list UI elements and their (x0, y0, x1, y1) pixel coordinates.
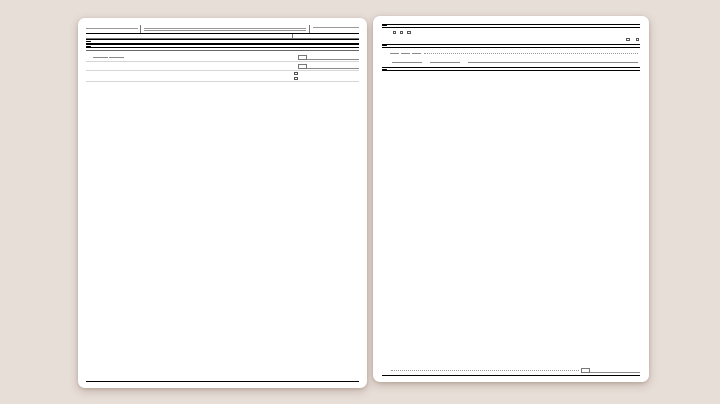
attachment-sequence (313, 27, 359, 31)
line-48 (382, 367, 640, 373)
goto-instruction (144, 31, 306, 32)
amount-field (307, 64, 359, 69)
part-1-badge (86, 41, 91, 42)
line-number (86, 52, 93, 59)
expense-column-left (86, 48, 221, 49)
form-header (86, 25, 359, 34)
line-31-amount (297, 62, 359, 68)
amount-field (590, 367, 640, 372)
checkbox-32a-row (293, 72, 299, 75)
date-year-field (412, 51, 421, 54)
dot-leader (391, 370, 579, 372)
checkbox-icon (626, 38, 629, 41)
schedule-c-page-2 (373, 16, 649, 382)
mileage-commuting-field (430, 61, 460, 63)
checkbox-icon (400, 31, 403, 34)
mileage-business-field (392, 61, 422, 63)
checkbox-icon (294, 72, 297, 75)
line-43 (382, 51, 640, 56)
line-number-box (581, 368, 590, 372)
checkbox-icon (407, 31, 410, 34)
checkbox-icon (393, 31, 396, 34)
line-34 (382, 37, 640, 41)
yes-no-boxes (626, 38, 640, 41)
line-32-text (93, 72, 293, 80)
page-1-footer (86, 381, 359, 383)
line-44 (382, 58, 640, 59)
checkbox-32b-row (293, 77, 299, 80)
checkbox-icon (294, 77, 297, 80)
line-31-block (86, 62, 359, 71)
page-2-footer (382, 375, 640, 377)
line-number (86, 72, 93, 80)
date-day-field (401, 51, 410, 54)
line-32-checkboxes (293, 72, 359, 80)
checkbox-icon (636, 38, 639, 41)
form-header-left (86, 25, 141, 33)
schedule-c-page-1 (78, 18, 367, 388)
ssn-field (292, 34, 359, 38)
part-4-header (382, 44, 640, 49)
line-33 (382, 31, 640, 35)
line-number-box (298, 64, 307, 68)
name-of-proprietor-field (86, 34, 292, 38)
date-month-field (390, 51, 399, 54)
part-4-badge (382, 45, 387, 46)
form-header-right (309, 25, 359, 33)
agency-label (86, 28, 138, 32)
part-3-badge (382, 25, 387, 26)
dot-leader (424, 52, 638, 54)
part-2-badge (86, 46, 91, 47)
line-30-amount (297, 52, 359, 59)
expense-column-right (224, 48, 359, 49)
line-number-box (298, 55, 307, 59)
square-footage-business-field (109, 55, 124, 58)
part-5-badge (382, 69, 387, 70)
line-32-block (86, 71, 359, 82)
form-header-center (141, 25, 309, 33)
line-31-text (93, 62, 297, 68)
line-44-mileage-row (382, 61, 640, 65)
line-30-text (93, 52, 297, 59)
line-number (86, 62, 93, 68)
square-footage-home-field (93, 55, 108, 58)
part-3-header (382, 24, 640, 29)
line-30-block (86, 51, 359, 61)
amount-field (307, 54, 359, 59)
mileage-other-field (468, 61, 638, 63)
other-expenses-blank-rows (382, 71, 640, 365)
